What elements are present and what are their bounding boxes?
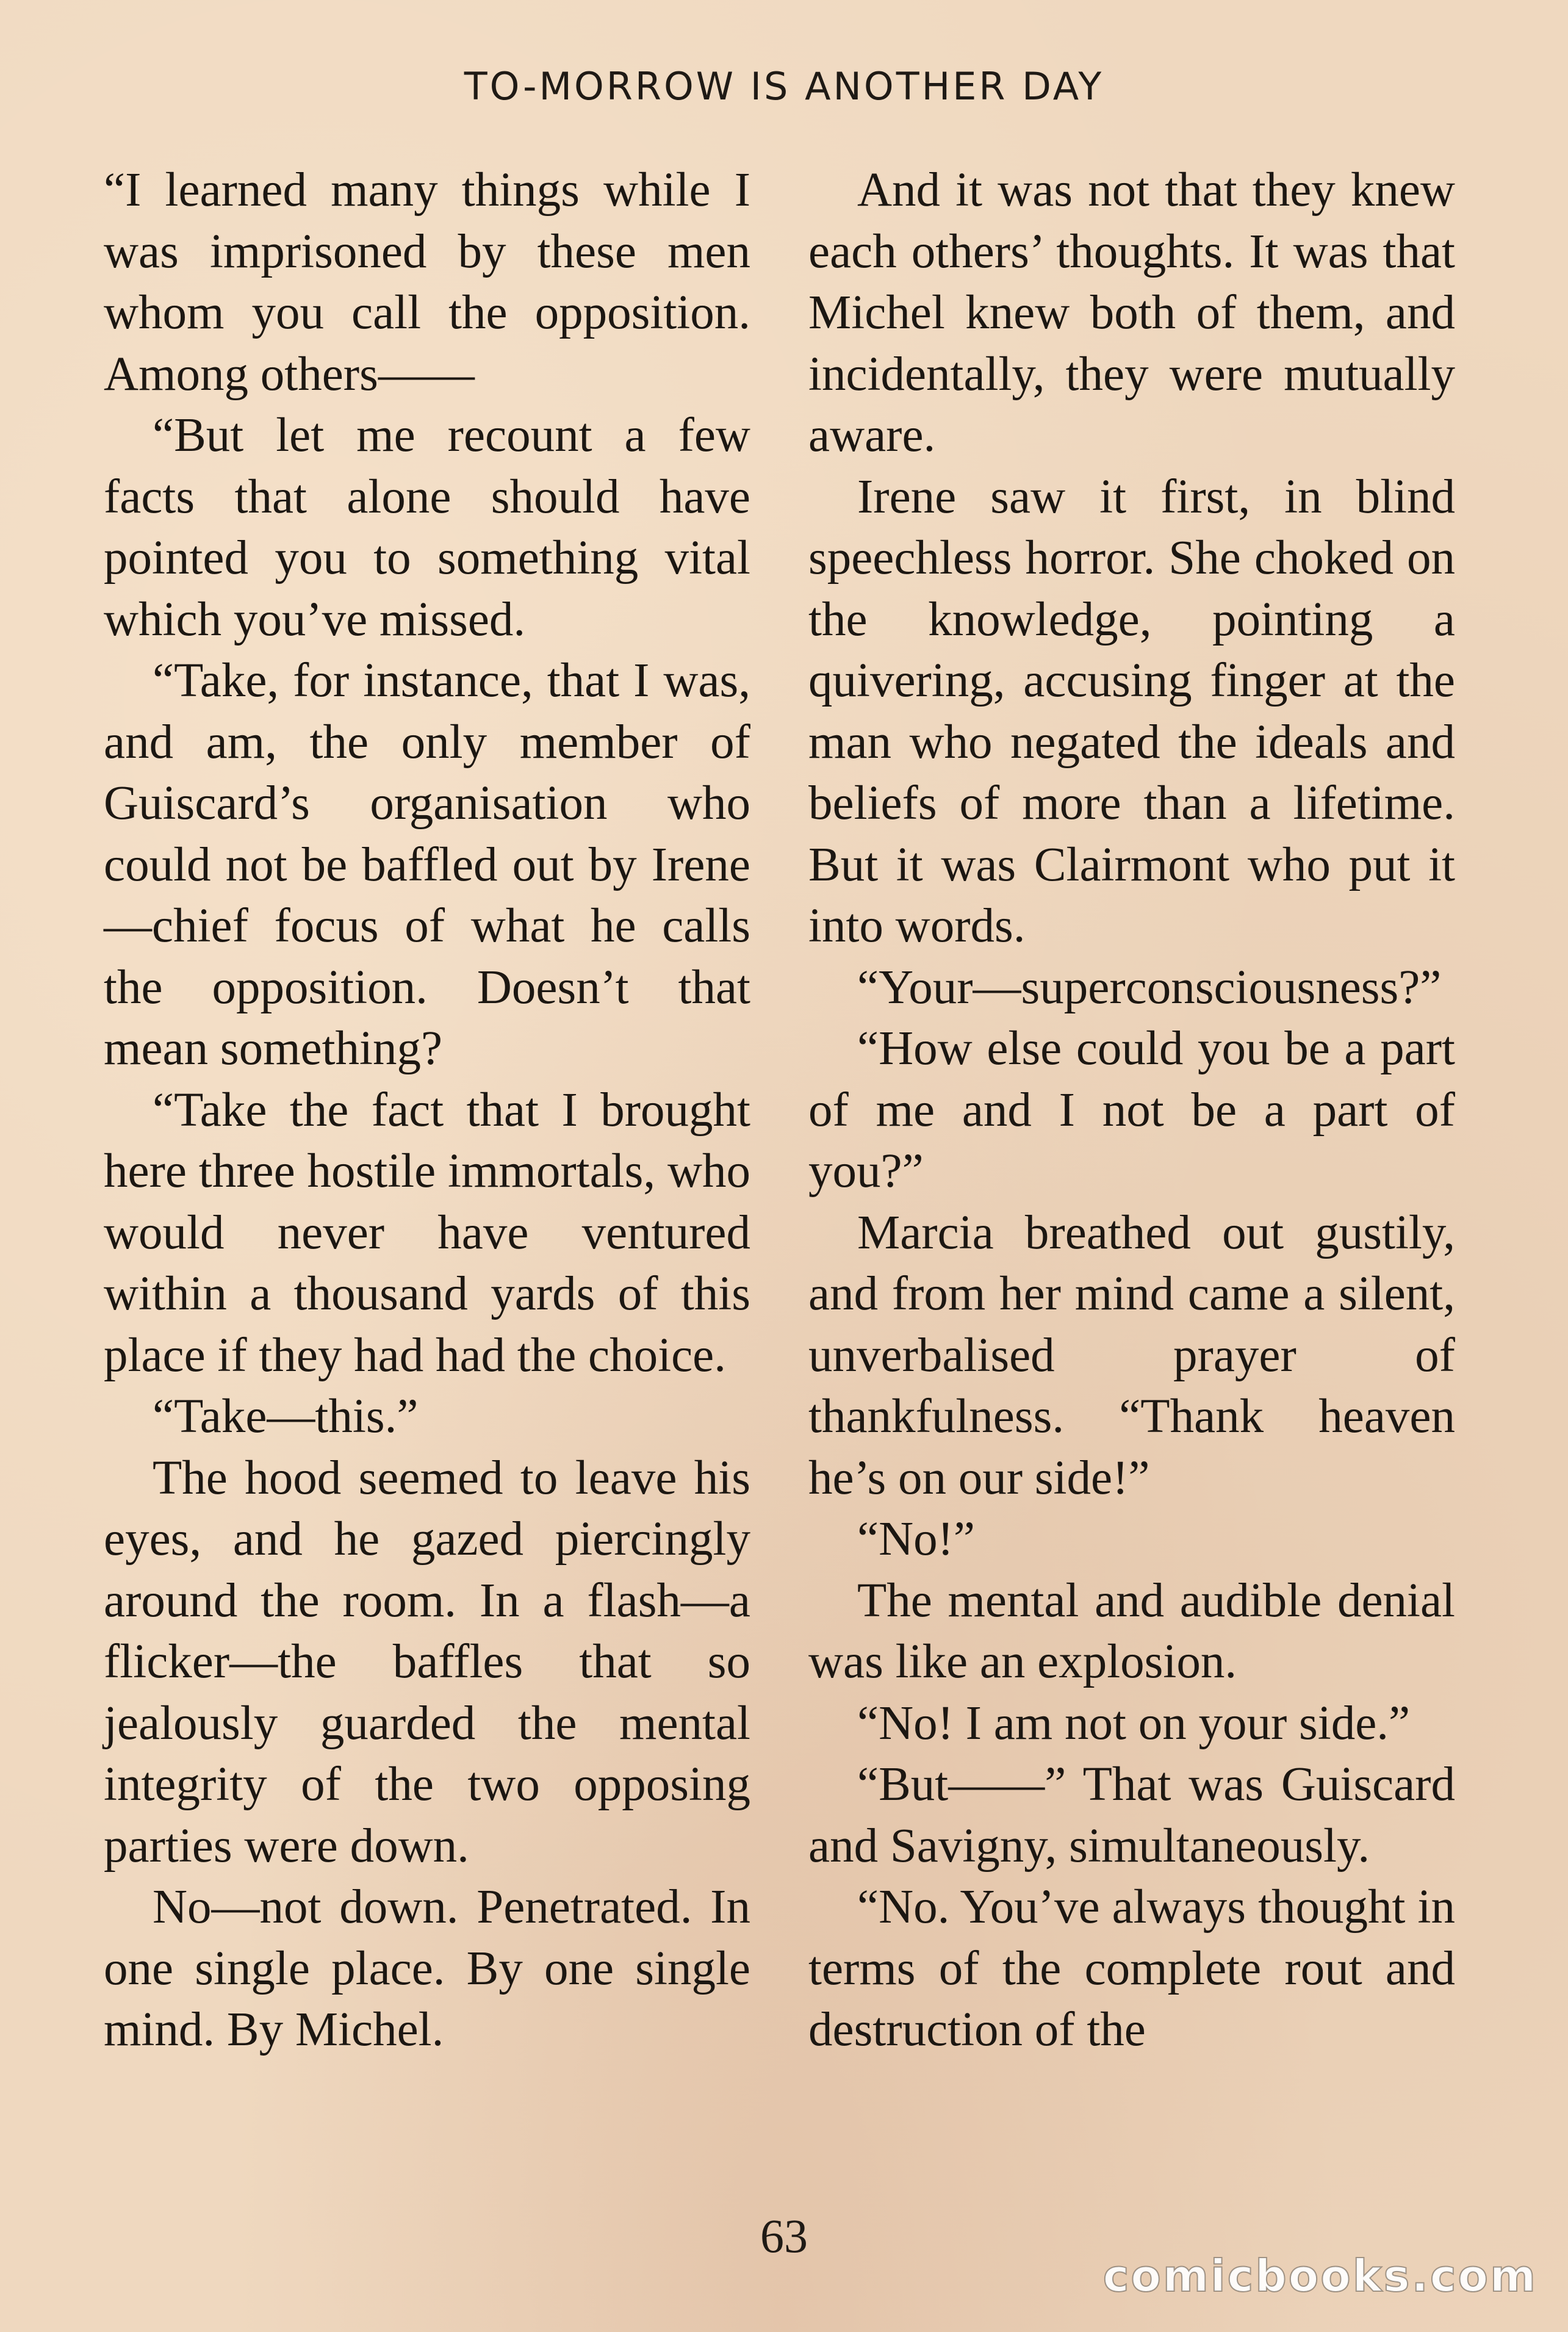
paragraph: “How else could you be a part of me and I not be a part of you?”: [808, 1022, 1455, 1198]
right-column: [808, 160, 1455, 2061]
paragraph: “Take, for instance, that I was, and am, the only member of Guiscard’s organisation who could not be baffled out by Irene—chief focus of what he calls the opposition. Doesn’t that mean something?: [104, 654, 750, 1075]
paragraph: “Take—this.”: [153, 1390, 419, 1443]
left-column: [104, 160, 750, 2061]
paragraph: “No. You’ve always thought in terms of the complete rout and destruction of the: [808, 1880, 1455, 2056]
paragraph: The mental and audible denial was like an explosion.: [808, 1574, 1455, 1688]
paragraph: “But——” That was Guiscard and Savigny, simultaneously.: [808, 1758, 1455, 1873]
paragraph: “Take the fact that I brought here three hostile immortals, who would never have ventured within a thousand yards of this place if they had had the choice.: [104, 1083, 750, 1382]
paragraph: And it was not that they knew each others’ thoughts. It was that Michel knew both of them, and incidentally, they were mutually aware.: [808, 164, 1455, 462]
paragraph: Irene saw it first, in blind speechless horror. She choked on the knowledge, pointing a quivering, accusing finger at the man who negated the ideals and beliefs of more than a lifetime. But it was Clairmont who put it into words.: [808, 470, 1455, 952]
paragraph: Marcia breathed out gustily, and from her mind came a silent, unverbalised prayer of thankfulness. “Thank heaven he’s on our side!”: [808, 1206, 1455, 1505]
paragraph: “No! I am not on your side.”: [857, 1696, 1411, 1750]
paragraph: “Your—superconsciousness?”: [857, 960, 1442, 1014]
paragraph: The hood seemed to leave his eyes, and he gazed piercingly around the room. In a flash—a flicker—the baffles that so jealously guarded the mental integrity of the two opposing parties were down.: [104, 1451, 750, 1873]
watermark-logo: comicbooks.com: [1102, 2250, 1537, 2301]
paragraph: No—not down. Penetrated. In one single place. By one single mind. By Michel.: [104, 1880, 750, 2056]
running-head: TO-MORROW IS ANOTHER DAY: [464, 64, 1104, 109]
paragraph: “But let me recount a few facts that alone should have pointed you to something vital which you’ve missed.: [104, 409, 750, 646]
paragraph: “No!”: [857, 1513, 975, 1566]
page-number: 63: [760, 2209, 808, 2262]
paragraph: “I learned many things while I was imprisoned by these men whom you call the opposition. Among others——: [104, 164, 750, 401]
